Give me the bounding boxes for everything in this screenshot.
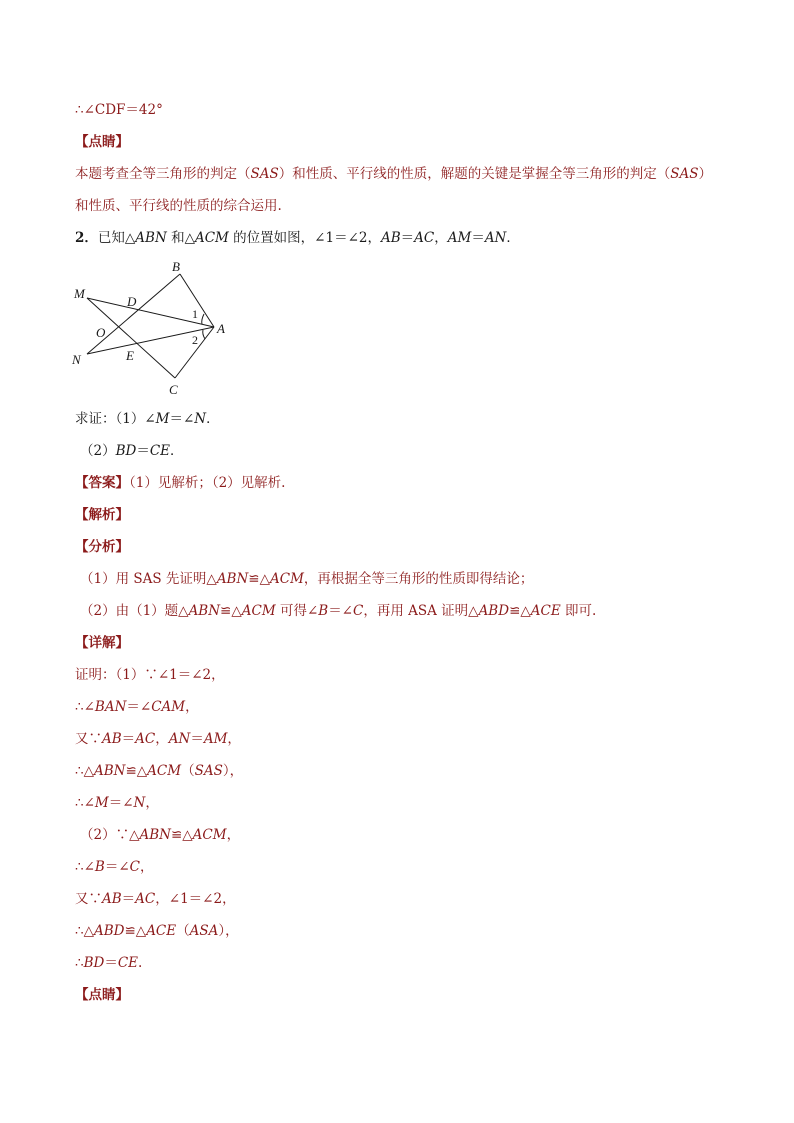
label-N: N [72, 352, 81, 367]
detail-line-6: （2）∵△ABN≌△ACM， [80, 827, 241, 843]
prove-part-1: 求证：（1）∠M＝∠N． [75, 411, 220, 427]
detail-line-7: ∴∠B＝∠C， [75, 859, 154, 875]
segment-NB [87, 274, 180, 354]
detail-line-3: 又∵AB＝AC，AN＝AM， [75, 731, 241, 747]
label-two: 2 [192, 333, 198, 347]
detail-line-4: ∴△ABN≌△ACM（SAS）， [75, 763, 244, 779]
detail-line-9: ∴△ABD≌△ACE（ASA）， [75, 923, 239, 939]
label-M: M [74, 286, 85, 301]
detail-line-8: 又∵AB＝AC，∠1＝∠2， [75, 891, 236, 907]
label-A: A [217, 321, 225, 336]
summary-line-2: 和性质、平行线的性质的综合运用. [75, 198, 282, 214]
heading-dianjing-2: 【点睛】 [75, 987, 129, 1003]
label-O: O [96, 325, 106, 340]
conclusion-line: ∴∠CDF＝42° [75, 102, 163, 118]
analysis-line-1: （1）用 SAS 先证明△ABN≌△ACM，再根据全等三角形的性质即得结论； [80, 571, 534, 587]
detail-line-2: ∴∠BAN＝∠CAM， [75, 699, 199, 715]
heading-dianjing: 【点睛】 [75, 134, 129, 150]
detail-line-5: ∴∠M＝∠N， [75, 795, 159, 811]
label-E: E [126, 348, 134, 363]
label-one: 1 [192, 307, 198, 321]
label-D: D [127, 294, 137, 309]
heading-jiexi: 【解析】 [75, 507, 129, 523]
heading-xiangjie: 【详解】 [75, 635, 129, 651]
label-C: C [169, 382, 178, 397]
detail-line-10: ∴BD＝CE. [75, 955, 143, 971]
question-2: 2．已知△ABN 和△ACM 的位置如图，∠1＝∠2，AB＝AC，AM＝AN． [75, 230, 520, 246]
label-B: B [172, 259, 180, 274]
heading-fenxi: 【分析】 [75, 539, 129, 555]
detail-line-1: 证明：（1）∵∠1＝∠2， [75, 667, 225, 683]
angle-1-arc [202, 314, 204, 324]
answer-line: 【答案】（1）见解析；（2）见解析. [75, 475, 286, 491]
prove-part-2: （2）BD＝CE． [80, 443, 184, 459]
summary-line-1: 本题考查全等三角形的判定（SAS）和性质、平行线的性质，解题的关键是掌握全等三角形的判定（SAS） [75, 166, 712, 182]
analysis-line-2: （2）由（1）题△ABN≌△ACM 可得∠B＝∠C，再用 ASA 证明△ABD≌△ACE 即可. [80, 603, 597, 619]
angle-2-arc [203, 330, 205, 339]
geometry-figure [65, 258, 245, 400]
